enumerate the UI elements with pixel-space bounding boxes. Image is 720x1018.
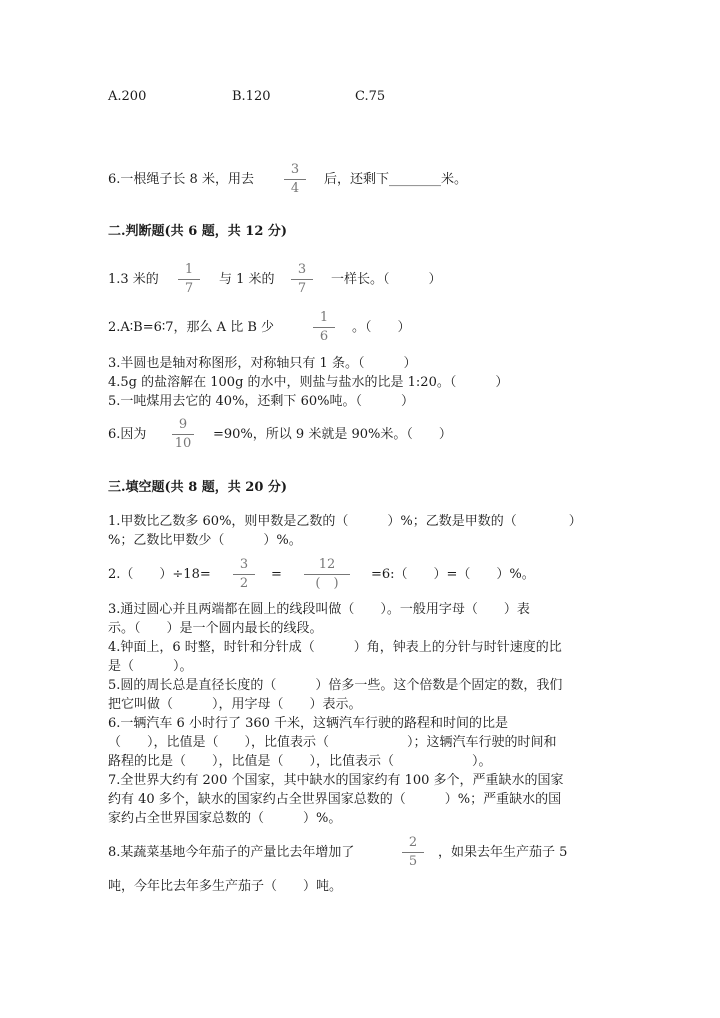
fraction-9-10 [170,417,196,452]
fill-6-line1: 6.一辆汽车 6 小时行了 360 千米，这辆汽车行驶的路程和时间的比是 [108,716,509,731]
judge-2-prefix: 2.A∶B=6∶7，那么 A 比 B 少 [108,320,275,335]
fraction-denominator: 5 [408,854,418,869]
fraction-denominator: 10 [174,436,192,451]
fraction-3-2 [231,557,257,592]
judge-1-prefix: 1.3 米的 [108,272,159,287]
fraction-numerator: 3 [239,557,249,572]
fill-6-line3: 路程的比是（ ），比值是（ ），比值表示（ ）。 [108,754,492,769]
fill-7-line2: 约有 40 多个，缺水的国家约占全世界国家总数的（ ）%；严重缺水的国 [108,792,562,807]
fill-4-line2: 是（ ）。 [108,659,193,674]
judge-1-middle: 与 1 米的 [219,272,275,287]
judge-5: 5.一吨煤用去它的 40%，还剩下 60%吨。（ ） [108,394,414,409]
judge-6-suffix: =90%，所以 9 米就是 90%米。（ ） [213,427,452,442]
fraction-denominator: 2 [239,576,249,591]
fill-8-line2: 吨，今年比去年多生产茄子（ ）吨。 [108,879,343,894]
fill-3-line2: 示。（ ）是一个圆内最长的线段。 [108,621,323,636]
fill-5-line2: 把它叫做（ ），用字母（ ）表示。 [108,697,362,712]
judge-4: 4.5g 的盐溶解在 100g 的水中，则盐与盐水的比是 1:20。（ ） [108,375,509,390]
fraction-numerator: 2 [408,835,418,850]
fraction-numerator: 3 [297,262,307,277]
fill-8-prefix: 8.某蔬菜基地今年茄子的产量比去年增加了 [108,845,355,860]
fraction-denominator: 6 [319,329,329,344]
option-c: C.75 [355,89,386,104]
fraction-denominator: ( ) [315,576,339,591]
fill-1-line2: %；乙数比甲数少（ ）%。 [108,533,302,548]
fill-7-line3: 家约占全世界国家总数的（ ）%。 [108,811,342,826]
fraction-3-4 [282,162,308,197]
option-b: B.120 [232,89,271,104]
question-6-suffix: 后，还剩下________米。 [324,172,468,187]
fill-4-line1: 4.钟面上，6 时整，时针和分针成（ ）角，钟表上的分针与时针速度的比 [108,640,562,655]
fraction-numerator: 1 [319,310,329,325]
option-a: A.200 [108,89,147,104]
fraction-numerator: 3 [290,162,300,177]
fill-5-line1: 5.圆的周长总是直径长度的（ ）倍多一些。这个倍数是个固定的数，我们 [108,678,563,693]
judge-1-suffix: 一样长。（ ） [331,272,442,287]
question-6-prefix: 6.一根绳子长 8 米，用去 [108,172,254,187]
judge-6-prefix: 6.因为 [108,427,147,442]
fraction-numerator: 1 [184,262,194,277]
fill-2-prefix: 2.（ ）÷18= [108,567,211,582]
fill-2-suffix: =6:（ ）=（ ）%。 [371,567,535,582]
fraction-numerator: 9 [178,417,188,432]
judge-2-suffix: 。（ ） [352,320,411,335]
fraction-denominator: 7 [184,281,194,296]
fill-6-line2: （ ），比值是（ ），比值表示（ ）；这辆汽车行驶的时间和 [108,735,557,750]
section-2-title: 二.判断题(共 6 题，共 12 分) [108,224,288,239]
fill-2-equals: = [271,567,282,582]
fraction-denominator: 4 [290,181,300,196]
fraction-12-blank [302,557,352,592]
fill-3-line1: 3.通过圆心并且两端都在圆上的线段叫做（ ）。一般用字母（ ）表 [108,602,530,617]
section-3-title: 三.填空题(共 8 题，共 20 分) [108,480,288,495]
fraction-numerator: 12 [318,557,336,572]
fill-1-line1: 1.甲数比乙数多 60%，则甲数是乙数的（ ）%；乙数是甲数的（ ） [108,514,582,529]
judge-3: 3.半圆也是轴对称图形，对称轴只有 1 条。（ ） [108,356,417,371]
fraction-3-7 [289,262,315,297]
fraction-1-7 [176,262,202,297]
fill-8-suffix: ，如果去年生产茄子 5 [438,845,568,860]
fraction-denominator: 7 [297,281,307,296]
fill-7-line1: 7.全世界大约有 200 个国家，其中缺水的国家约有 100 多个，严重缺水的国家 [108,773,564,788]
fraction-2-5 [400,835,426,870]
fraction-1-6 [311,310,337,345]
